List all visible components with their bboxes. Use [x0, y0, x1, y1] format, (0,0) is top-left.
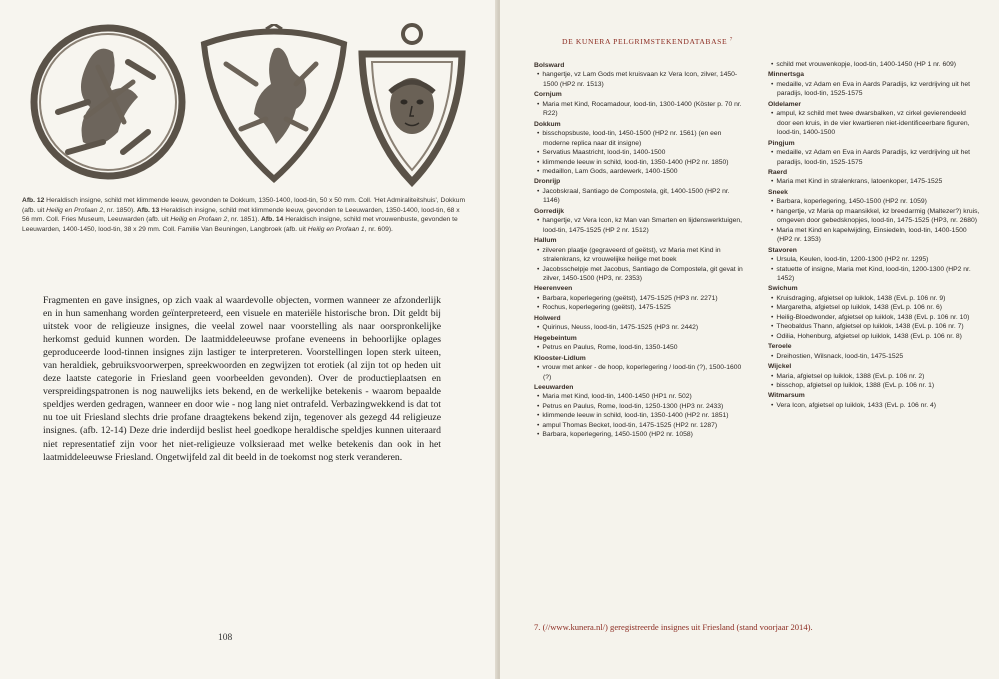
list-item: • Vera Icon, afgietsel op luiklok, 1433 (EvL p. 106 nr. 4) [768, 401, 980, 410]
place-heading: Pingjum [768, 139, 795, 147]
badge-pendant-face-image [356, 22, 468, 187]
list-item: • ampul, kz schild met twee dwarsbalken, vz cirkel gevierendeeld door een kruis, in de vier kwartieren niet-identificeerbare figuren, lood-tin, 1400-1500 [768, 109, 980, 137]
list-item: • bisschop, afgietsel op luiklok, 1388 (EvL p. 106 nr. 1) [768, 381, 980, 390]
place-heading: Teroele [768, 343, 792, 351]
list-item: • Odilia, Hohenburg, afgietsel op luiklok, 1438 (EvL p. 106 nr. 8) [768, 332, 980, 341]
list-item: • Jacobsschelpje met Jacobus, Santiago de Compostela, git gevat in zilver, 1450-1500 (HP3, nr. 2353) [534, 265, 746, 284]
badge-round-lion-image [28, 22, 188, 182]
place-heading: Minnertsga [768, 71, 805, 79]
place-heading: Bolsward [534, 62, 565, 69]
footnote: 7. (//www.kunera.nl/) geregistreerde insignes uit Friesland (stand voorjaar 2014). [534, 622, 813, 632]
place-heading: Sneek [768, 188, 788, 196]
place-heading: Dokkum [534, 120, 561, 128]
list-item: • Maria, afgietsel op luiklok, 1388 (EvL p. 106 nr. 2) [768, 372, 980, 381]
list-item: • statuette of insigne, Maria met Kind, lood-tin, 1200-1300 (HP2 nr. 1452) [768, 265, 980, 284]
list-item: • medaille, vz Adam en Eva in Aards Paradijs, kz verdrijving uit het paradijs, lood-tin, 1525-1575 [768, 80, 980, 99]
place-heading: Witmarsum [768, 392, 805, 400]
list-item: • Barbara, koperlegering, 1450-1500 (HP2 nr. 1058) [534, 430, 746, 439]
place-heading: Oldelamer [768, 100, 802, 108]
list-item: • ampul Thomas Becket, lood-tin, 1475-1525 (HP2 nr. 1287) [534, 421, 746, 430]
list-item: • Jacobskraal, Santiago de Compostela, git, 1400-1500 (HP2 nr. 1146) [534, 187, 746, 206]
place-heading: Wijckel [768, 363, 792, 371]
list-column-2 [768, 60, 980, 410]
place-heading: Hegebeintum [534, 334, 577, 342]
place-heading: Cornjum [534, 91, 562, 99]
list-item: • Heilig-Bloedwonder, afgietsel op luiklok, 1438 (EvL p. 106 nr. 10) [768, 313, 980, 322]
list-item: • Servatius Maastricht, lood-tin, 1400-1500 [534, 148, 746, 157]
list-item: • Margaretha, afgietsel op luiklok, 1438 (EvL p. 106 nr. 6) [768, 303, 980, 312]
figure-caption: Afb. 12 Heraldisch insigne, schild met klimmende leeuw, gevonden te Dokkum, 1350-1400, lood-tin, 50 x 50 mm. Coll. 'Het Admiraliteitshuis', Dokkum (afb. uit Heilig en Profaan 2, nr. 1850). Afb. 13 Heraldisch insigne, schild met klimmende leeuw, gevonden te Leeuwarden, 1350-1400, lood-tin, 68 x 56 mm. Coll. Fries Museum, Leeuwarden (afb. uit Heilig en Profaan 2, nr. 1851). Afb. 14 Heraldisch insigne, schild met vrouwenbuste, gevonden te Leeuwarden, 1400-1450, lood-tin, 38 x 29 mm. Coll. Familie Van Beuningen, Langbroek (afb. uit Heilig en Profaan 1, nr. 609). [22, 197, 466, 233]
right-page [500, 0, 999, 679]
place-heading: Klooster-Lidlum [534, 354, 586, 362]
list-item: • schild met vrouwenkopje, lood-tin, 1400-1450 (HP 1 nr. 609) [768, 60, 980, 69]
list-item: • Maria met Kind in stralenkrans, latoenkoper, 1475-1525 [768, 177, 980, 186]
place-heading: Stavoren [768, 246, 797, 254]
place-heading: Gorredijk [534, 207, 565, 215]
list-item: • vrouw met anker - de hoop, koperlegering / lood-tin (?), 1500-1600 (?) [534, 363, 746, 382]
badge-shield-lion-image [196, 24, 351, 184]
list-item: • medaillon, Lam Gods, aardewerk, 1400-1500 [534, 167, 746, 176]
place-heading: Holwerd [534, 314, 561, 322]
list-item: • Maria met Kind, Rocamadour, lood-tin, 1300-1400 (Köster p. 70 nr. R22) [534, 100, 746, 119]
place-heading: Hallum [534, 237, 557, 245]
list-item: • bisschopsbuste, lood-tin, 1450-1500 (HP2 nr. 1561) (en een moderne replica naar dit insigne) [534, 129, 746, 148]
list-item: • hangertje, vz Lam Gods met kruisvaan kz Vera Icon, zilver, 1450-1500 (HP2 nr. 1513) [534, 70, 746, 89]
list-item: • Barbara, koperlegering (geëtst), 1475-1525 (HP3 nr. 2271) [534, 294, 746, 303]
left-page [0, 0, 497, 679]
list-item: • Barbara, koperlegering, 1450-1500 (HP2 nr. 1059) [768, 197, 980, 206]
place-heading: Raerd [768, 168, 788, 176]
list-item: • zilveren plaatje (gegraveerd of geëtst), vz Maria met Kind in stralenkrans, kz vrouwelijke heilige met boek [534, 246, 746, 265]
list-item: • Ursula, Keulen, lood-tin, 1200-1300 (HP2 nr. 1295) [768, 255, 980, 264]
place-heading: Swichum [768, 285, 798, 293]
body-paragraph: Fragmenten en gave insignes, op zich vaak al waardevolle objecten, vormen wanneer ze afzonderlijk en in hun samenhang worden geïnterpreteerd, een visuele en materiële historische bron. Dit geldt bij uitstek voor de religieuze insignes, die veelal zowel naar voorstelling als naar oorspronkelijke herkomst geduid kunnen worden. De laatmiddeleeuwse profane eveneens in behoorlijke oplages geproduceerde lood-tinnen insignes zijn lastiger te interpreteren. Voorstellingen lopen sterk uiteen, van heraldiek, gebruiksvoorwerpen, spreekwoorden en zegwijzen tot erotiek (al zijn tot op heden uit deze laatste categorie in Friesland geen voorbeelden gevonden). Over de productieplaatsen en verspreidingspatronen is nog nauwelijks iets bekend, en de werkelijke betekenis - waarom bepaalde speldjes werden gedragen, wanneer en door wie - nog lang niet ontrafeld. Verbazingwekkend is dat tot nu toe uit Friesland slechts drie profane draagtekens bekend zijn, tegenover als gezegd 44 religieuze insignes. (afb. 12-14) Deze drie inderdijd beslist heel goedkope heraldische speldjes kunnen uiteraard niet representatief zijn voor het niet-religieuze volksieraad met welke betekenis dan ook in het laatmiddeleeuwse Friesland. Ongetwijfeld zal dit beeld in de toekomst nog sterk veranderen. [43, 295, 441, 463]
page-number: 108 [218, 633, 233, 643]
list-item: • Maria met Kind, lood-tin, 1400-1450 (HP1 nr. 502) [534, 392, 746, 401]
place-heading: Dronrijp [534, 178, 561, 186]
list-column-1 [534, 60, 746, 440]
list-item: • Petrus en Paulus, Rome, lood-tin, 1250-1300 (HP3 nr. 2433) [534, 402, 746, 411]
list-item: • medaille, vz Adam en Eva in Aards Paradijs, kz verdrijving uit het paradijs, lood-tin, 1525-1575 [768, 148, 980, 167]
place-heading: Heerenveen [534, 285, 573, 293]
figure-group [28, 22, 468, 187]
list-item: • Kruisdraging, afgietsel op luiklok, 1438 (EvL p. 106 nr. 9) [768, 294, 980, 303]
list-item: • Maria met Kind en kapelwijding, Einsiedeln, lood-tin, 1400-1500 (HP2 nr. 1353) [768, 226, 980, 245]
list-item: • klimmende leeuw in schild, lood-tin, 1350-1400 (HP2 nr. 1850) [534, 158, 746, 167]
list-item: • hangertje, vz Maria op maansikkel, kz breedarmig (Maltezer?) kruis, omgeven door gebedsknopjes, lood-tin, 1475-1525 (HP3, nr. 2680) [768, 207, 980, 226]
list-item: • hangertje, vz Vera Icon, kz Man van Smarten en lijdenswerktuigen, lood-tin, 1475-1525 (HP 2 nr. 1512) [534, 216, 746, 235]
list-item: • Rochus, koperlegering (geëtst), 1475-1525 [534, 303, 746, 312]
list-item: • klimmende leeuw in schild, lood-tin, 1350-1400 (HP2 nr. 1851) [534, 411, 746, 420]
running-head: DE KUNERA PELGRIMSTEKENDATABASE $^7$ [562, 37, 733, 46]
place-heading: Leeuwarden [534, 383, 574, 391]
list-item: • Quirinus, Neuss, lood-tin, 1475-1525 (HP3 nr. 2442) [534, 323, 746, 332]
list-item: • Dreihostien, Wilsnack, lood-tin, 1475-1525 [768, 352, 980, 361]
list-item: • Theobaldus Thann, afgietsel op luiklok, 1438 (EvL p. 106 nr. 7) [768, 322, 980, 331]
list-item: • Petrus en Paulus, Rome, lood-tin, 1350-1450 [534, 343, 746, 352]
